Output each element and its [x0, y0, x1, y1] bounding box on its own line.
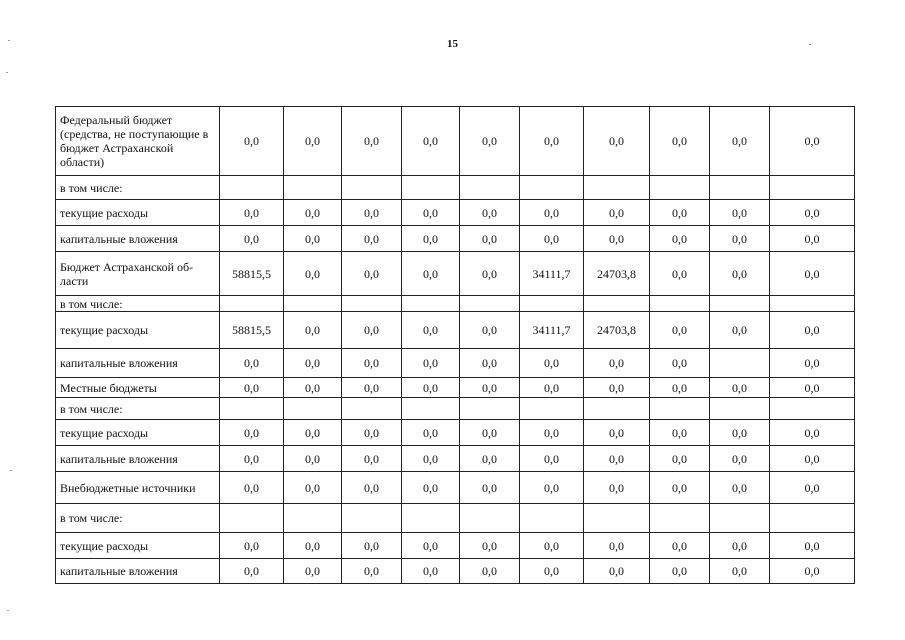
- value-cell: 0,0: [342, 472, 402, 504]
- value-cell: 0,0: [460, 378, 520, 398]
- scan-speck: [7, 610, 9, 611]
- value-cell: 0,0: [220, 472, 284, 504]
- value-cell: 0,0: [342, 420, 402, 446]
- value-cell: 0,0: [284, 559, 342, 584]
- value-cell: [402, 296, 460, 312]
- value-cell: 0,0: [520, 378, 584, 398]
- value-cell: [520, 504, 584, 533]
- value-cell: [460, 398, 520, 420]
- table-row: [56, 446, 855, 472]
- value-cell: 0,0: [342, 312, 402, 349]
- value-cell: 0,0: [284, 252, 342, 296]
- value-cell: [770, 398, 855, 420]
- value-cell: 0,0: [584, 559, 650, 584]
- value-cell: 0,0: [584, 349, 650, 378]
- value-cell: 0,0: [220, 200, 284, 226]
- value-cell: 0,0: [402, 472, 460, 504]
- value-cell: 0,0: [710, 312, 770, 349]
- value-cell: 0,0: [584, 420, 650, 446]
- value-cell: [520, 296, 584, 312]
- value-cell: 0,0: [650, 420, 710, 446]
- value-cell: [650, 176, 710, 200]
- row-label: Внебюджетные источники: [56, 472, 220, 504]
- value-cell: [650, 296, 710, 312]
- value-cell: 0,0: [220, 349, 284, 378]
- value-cell: [342, 296, 402, 312]
- value-cell: [342, 176, 402, 200]
- value-cell: 0,0: [220, 378, 284, 398]
- table-row: [56, 472, 855, 504]
- value-cell: 0,0: [770, 349, 855, 378]
- row-label: в том числе:: [56, 176, 220, 200]
- value-cell: [710, 349, 770, 378]
- value-cell: 0,0: [460, 107, 520, 176]
- value-cell: 0,0: [770, 252, 855, 296]
- value-cell: 0,0: [770, 226, 855, 252]
- value-cell: 0,0: [770, 472, 855, 504]
- value-cell: [284, 296, 342, 312]
- row-label: в том числе:: [56, 504, 220, 533]
- table-row: [56, 504, 855, 533]
- row-label: капитальные вложения: [56, 559, 220, 584]
- value-cell: 0,0: [220, 107, 284, 176]
- value-cell: 0,0: [710, 226, 770, 252]
- table-row: [56, 296, 855, 312]
- value-cell: 0,0: [284, 312, 342, 349]
- value-cell: 0,0: [284, 472, 342, 504]
- value-cell: 0,0: [402, 559, 460, 584]
- value-cell: 0,0: [520, 559, 584, 584]
- value-cell: 0,0: [710, 252, 770, 296]
- value-cell: 0,0: [770, 533, 855, 559]
- value-cell: 0,0: [520, 107, 584, 176]
- value-cell: [584, 296, 650, 312]
- row-label: текущие расходы: [56, 200, 220, 226]
- value-cell: 0,0: [650, 226, 710, 252]
- value-cell: 0,0: [520, 472, 584, 504]
- value-cell: [402, 504, 460, 533]
- row-label: в том числе:: [56, 296, 220, 312]
- value-cell: [710, 176, 770, 200]
- value-cell: 0,0: [342, 226, 402, 252]
- value-cell: [710, 398, 770, 420]
- value-cell: 0,0: [460, 226, 520, 252]
- value-cell: 0,0: [650, 349, 710, 378]
- value-cell: 0,0: [460, 559, 520, 584]
- value-cell: 0,0: [584, 446, 650, 472]
- value-cell: 58815,5: [220, 312, 284, 349]
- value-cell: 0,0: [402, 312, 460, 349]
- value-cell: 0,0: [650, 533, 710, 559]
- value-cell: 0,0: [770, 420, 855, 446]
- value-cell: 0,0: [520, 226, 584, 252]
- value-cell: 0,0: [402, 533, 460, 559]
- value-cell: 0,0: [220, 533, 284, 559]
- value-cell: 0,0: [342, 107, 402, 176]
- value-cell: 0,0: [220, 446, 284, 472]
- value-cell: 0,0: [650, 200, 710, 226]
- value-cell: 0,0: [520, 446, 584, 472]
- value-cell: 0,0: [342, 252, 402, 296]
- value-cell: 0,0: [402, 200, 460, 226]
- value-cell: [460, 504, 520, 533]
- scan-speck: [10, 470, 12, 471]
- value-cell: 0,0: [520, 420, 584, 446]
- value-cell: 0,0: [650, 312, 710, 349]
- value-cell: 0,0: [460, 533, 520, 559]
- value-cell: 0,0: [460, 420, 520, 446]
- value-cell: 0,0: [584, 226, 650, 252]
- table-body: [56, 107, 855, 584]
- value-cell: 0,0: [284, 107, 342, 176]
- value-cell: 0,0: [402, 252, 460, 296]
- table-row: [56, 176, 855, 200]
- row-label: в том числе:: [56, 398, 220, 420]
- row-label: Местные бюджеты: [56, 378, 220, 398]
- row-label: капитальные вложения: [56, 349, 220, 378]
- value-cell: 0,0: [342, 200, 402, 226]
- value-cell: [460, 176, 520, 200]
- value-cell: 0,0: [710, 200, 770, 226]
- value-cell: 0,0: [710, 472, 770, 504]
- value-cell: 0,0: [650, 559, 710, 584]
- value-cell: 0,0: [460, 349, 520, 378]
- table-row: [56, 378, 855, 398]
- value-cell: [284, 504, 342, 533]
- value-cell: 0,0: [402, 226, 460, 252]
- row-label: капитальные вложения: [56, 446, 220, 472]
- value-cell: 0,0: [284, 533, 342, 559]
- row-label: Федеральный бюджет (средства, не поступающие в бюджет Астраханской области): [56, 107, 220, 176]
- value-cell: 0,0: [770, 312, 855, 349]
- value-cell: 0,0: [520, 200, 584, 226]
- value-cell: [710, 296, 770, 312]
- row-label: Бюджет Астраханской об-ласти: [56, 252, 220, 296]
- value-cell: [770, 176, 855, 200]
- value-cell: [584, 398, 650, 420]
- value-cell: 0,0: [342, 559, 402, 584]
- value-cell: [710, 504, 770, 533]
- scan-speck: [8, 40, 10, 41]
- value-cell: 0,0: [584, 378, 650, 398]
- value-cell: 0,0: [650, 472, 710, 504]
- value-cell: [584, 504, 650, 533]
- value-cell: 24703,8: [584, 252, 650, 296]
- table-row: [56, 226, 855, 252]
- value-cell: [520, 398, 584, 420]
- value-cell: [220, 296, 284, 312]
- table-row: [56, 349, 855, 378]
- value-cell: 0,0: [460, 200, 520, 226]
- value-cell: 0,0: [342, 349, 402, 378]
- value-cell: 0,0: [650, 252, 710, 296]
- value-cell: 0,0: [220, 559, 284, 584]
- value-cell: 0,0: [460, 312, 520, 349]
- budget-table: [55, 106, 855, 584]
- value-cell: 0,0: [770, 559, 855, 584]
- table-row: [56, 559, 855, 584]
- value-cell: 0,0: [284, 378, 342, 398]
- value-cell: 0,0: [220, 420, 284, 446]
- value-cell: 0,0: [584, 200, 650, 226]
- value-cell: 34111,7: [520, 312, 584, 349]
- value-cell: 24703,8: [584, 312, 650, 349]
- row-label: капитальные вложения: [56, 226, 220, 252]
- value-cell: 0,0: [650, 107, 710, 176]
- value-cell: [650, 398, 710, 420]
- value-cell: [584, 176, 650, 200]
- value-cell: [520, 176, 584, 200]
- row-label: текущие расходы: [56, 420, 220, 446]
- scan-speck: [6, 72, 8, 73]
- value-cell: 0,0: [284, 446, 342, 472]
- table-row: [56, 252, 855, 296]
- value-cell: [402, 398, 460, 420]
- value-cell: 0,0: [402, 378, 460, 398]
- value-cell: 0,0: [460, 446, 520, 472]
- value-cell: [220, 398, 284, 420]
- value-cell: 0,0: [650, 378, 710, 398]
- value-cell: [770, 296, 855, 312]
- value-cell: [460, 296, 520, 312]
- value-cell: [220, 176, 284, 200]
- value-cell: 0,0: [460, 472, 520, 504]
- value-cell: 0,0: [710, 107, 770, 176]
- value-cell: 0,0: [284, 420, 342, 446]
- value-cell: 0,0: [220, 226, 284, 252]
- value-cell: 0,0: [342, 446, 402, 472]
- value-cell: 0,0: [402, 349, 460, 378]
- value-cell: 0,0: [710, 559, 770, 584]
- value-cell: [284, 398, 342, 420]
- row-label: текущие расходы: [56, 312, 220, 349]
- value-cell: 0,0: [284, 200, 342, 226]
- scan-speck: [809, 44, 811, 45]
- value-cell: 0,0: [460, 252, 520, 296]
- value-cell: 0,0: [584, 472, 650, 504]
- value-cell: 0,0: [402, 446, 460, 472]
- value-cell: 0,0: [284, 226, 342, 252]
- value-cell: 0,0: [342, 533, 402, 559]
- value-cell: 0,0: [520, 349, 584, 378]
- value-cell: 0,0: [402, 107, 460, 176]
- table-row: [56, 533, 855, 559]
- value-cell: 0,0: [770, 378, 855, 398]
- value-cell: 0,0: [770, 107, 855, 176]
- value-cell: [650, 504, 710, 533]
- value-cell: [342, 398, 402, 420]
- page-number: 15: [447, 38, 458, 50]
- table-row: [56, 420, 855, 446]
- row-label: текущие расходы: [56, 533, 220, 559]
- value-cell: 0,0: [710, 446, 770, 472]
- table-row: [56, 200, 855, 226]
- value-cell: 0,0: [770, 200, 855, 226]
- value-cell: 0,0: [710, 533, 770, 559]
- value-cell: 0,0: [284, 349, 342, 378]
- value-cell: 0,0: [710, 378, 770, 398]
- value-cell: [284, 176, 342, 200]
- value-cell: [220, 504, 284, 533]
- value-cell: 0,0: [520, 533, 584, 559]
- value-cell: [342, 504, 402, 533]
- value-cell: 0,0: [584, 533, 650, 559]
- value-cell: 58815,5: [220, 252, 284, 296]
- table-row: [56, 107, 855, 176]
- value-cell: [770, 504, 855, 533]
- value-cell: 0,0: [710, 420, 770, 446]
- value-cell: 0,0: [770, 446, 855, 472]
- value-cell: 0,0: [584, 107, 650, 176]
- value-cell: 0,0: [342, 378, 402, 398]
- table-row: [56, 398, 855, 420]
- value-cell: 34111,7: [520, 252, 584, 296]
- value-cell: [402, 176, 460, 200]
- table-row: [56, 312, 855, 349]
- value-cell: 0,0: [650, 446, 710, 472]
- value-cell: 0,0: [402, 420, 460, 446]
